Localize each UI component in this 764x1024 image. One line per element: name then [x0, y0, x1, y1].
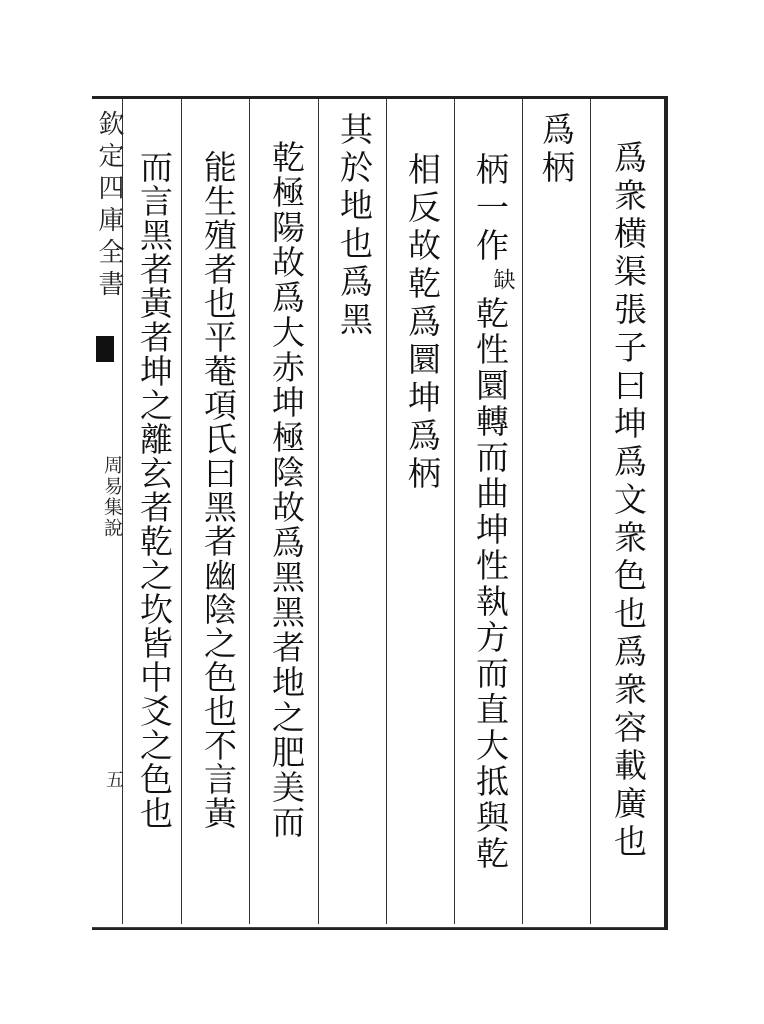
- text-column-1: 爲衆横渠張子曰坤爲文衆色也爲衆容載廣也: [609, 140, 648, 862]
- text-column-2: 爲柄: [537, 112, 576, 188]
- column-rule: [181, 99, 182, 924]
- column-rule: [522, 99, 523, 924]
- fish-tail-mark: [96, 336, 114, 362]
- text-column-3-body: 乾性圜轉而曲坤性執方而直大抵與乾: [471, 296, 510, 872]
- text-column-3-note: 缺: [490, 268, 515, 292]
- column-rule: [318, 99, 319, 924]
- column-rule: [454, 99, 455, 924]
- text-column-6: 乾極陽故爲大赤坤極陰故爲黑黑者地之肥美而: [267, 140, 306, 840]
- text-column-7: 能生殖者也平菴項氏曰黑者幽陰之色也不言黃: [199, 150, 238, 830]
- column-rule: [386, 99, 387, 924]
- column-rule: [590, 99, 591, 924]
- text-column-8: 而言黑者黃者坤之離玄者乾之坎皆中爻之色也: [135, 150, 174, 830]
- text-column-4: 相反故乾爲圜坤爲柄: [403, 152, 442, 494]
- bottom-rule: [92, 927, 664, 928]
- page-number: 五: [103, 770, 124, 791]
- text-column-5: 其於地也爲黑: [335, 112, 374, 340]
- page-frame: [92, 96, 668, 930]
- library-title: 欽定四庫全書: [94, 110, 124, 302]
- text-column-3-head: 柄一作: [471, 152, 510, 266]
- book-title: 周易集說: [101, 455, 123, 539]
- column-rule: [249, 99, 250, 924]
